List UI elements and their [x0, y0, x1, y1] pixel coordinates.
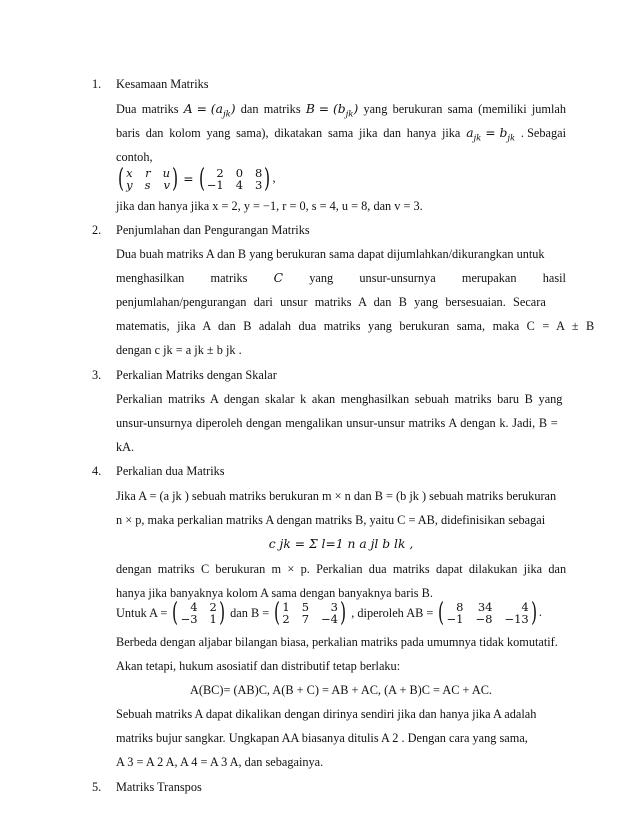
s2-line-5: dengan c jk = a jk ± b jk . — [116, 343, 242, 357]
product-formula: c jk = Σ l=1 n a jl b lk , — [268, 537, 414, 551]
s4-example: Untuk A = ( 4 2 −3 1 ) dan B = ( 1 5 3 2 7 −4 ) , diperoleh AB = ( 8 34 4 −1 −8 −13 ) . — [116, 598, 542, 628]
section-3-title: Perkalian Matriks dengan Skalar — [116, 368, 277, 382]
s4-line-12: A 3 = A 2 A, A 4 = A 3 A, dan sebagainya. — [116, 755, 324, 769]
lhs-matrix: ( x r u y s v ) — [118, 164, 179, 194]
section-3-number: 3. — [92, 368, 102, 382]
section-5-number: 5. — [92, 780, 102, 794]
s4-line-11: matriks bujur sangkar. Ungkapan AA biasanya ditulis A 2 . Dengan cara yang sama, — [116, 731, 528, 745]
s4-line-4: dengan matriks C berukuran m × p. Perkalian dua matriks dapat dilakukan jika dan — [116, 562, 567, 576]
s3-line-2: unsur-unsurnya diperoleh dengan mengalikan unsur-unsur matriks A dengan k. Jadi, B = — [116, 416, 558, 430]
s4-line-8: Akan tetapi, hukum asosiatif dan distributif tetap berlaku: — [116, 659, 401, 673]
s1-line-5: jika dan hanya jika x = 2, y = −1, r = 0, s = 4, u = 8, dan v = 3. — [116, 199, 423, 213]
s3-line-1: Perkalian matriks A dengan skalar k akan menghasilkan sebuah matriks baru B yang — [116, 392, 563, 406]
section-5-title: Matriks Transpos — [116, 780, 202, 794]
s2-line-2: menghasilkan matriks C yang unsur-unsurnya merupakan hasil — [116, 271, 566, 285]
s1-line-1: Dua matriks $A = (a_{jk})$ dan matriks $B = (b_{jk})$ yang berukuran sama (memiliki jumlah — [116, 102, 566, 120]
s4-line-7: Berbeda dengan aljabar bilangan biasa, perkalian matriks pada umumnya tidak komutatif. — [116, 635, 558, 649]
s1-line-3: contoh, — [116, 150, 153, 164]
s4-line-10: Sebuah matriks A dapat dikalikan dengan dirinya sendiri jika dan hanya jika A adalah — [116, 707, 537, 721]
section-2-title: Penjumlahan dan Pengurangan Matriks — [116, 223, 310, 237]
s1-line-2: baris dan kolom yang sama), dikatakan sama jika dan hanya jika $a_{jk} = b_{jk}$ . Sebagai — [116, 126, 566, 144]
s2-line-3: penjumlahan/pengurangan dari unsur matriks A dan B yang bersesuaian. Secara — [116, 295, 546, 309]
section-1-title: Kesamaan Matriks — [116, 77, 209, 91]
section-2-number: 2. — [92, 223, 102, 237]
s3-line-3: kA. — [116, 440, 135, 454]
matrix-b: ( 1 5 3 2 7 −4 ) — [274, 598, 347, 628]
matrix-a: ( 4 2 −3 1 ) — [172, 598, 225, 628]
matrix-ab: ( 8 34 4 −1 −8 −13 ) — [438, 598, 537, 628]
rhs-matrix: ( 2 0 8 −1 4 3 ) — [198, 164, 271, 194]
s4-line-2: n × p, maka perkalian matriks A dengan matriks B, yaitu C = AB, didefinisikan sebagai — [116, 513, 546, 527]
section-4-number: 4. — [92, 464, 102, 478]
s2-line-1: Dua buah matriks A dan B yang berukuran sama dapat dijumlahkan/dikurangkan untuk — [116, 247, 545, 261]
s4-line-5: hanya jika banyaknya kolom A sama dengan banyaknya baris B. — [116, 586, 433, 600]
s4-line-1: Jika A = (a jk ) sebuah matriks berukuran m × n dan B = (b jk ) sebuah matriks berukuran — [116, 489, 557, 503]
s1-matrix-equation: ( x r u y s v ) = ( 2 0 8 −1 4 3 ) , — [116, 166, 276, 194]
section-1-number: 1. — [92, 77, 102, 91]
section-4-title: Perkalian dua Matriks — [116, 464, 225, 478]
matrix-laws: A(BC)= (AB)C, A(B + C) = AB + AC, (A + B)C = AC + AC. — [189, 683, 493, 697]
s2-line-4: matematis, jika A dan B adalah dua matriks yang berukuran sama, maka C = A ± B — [116, 319, 595, 333]
